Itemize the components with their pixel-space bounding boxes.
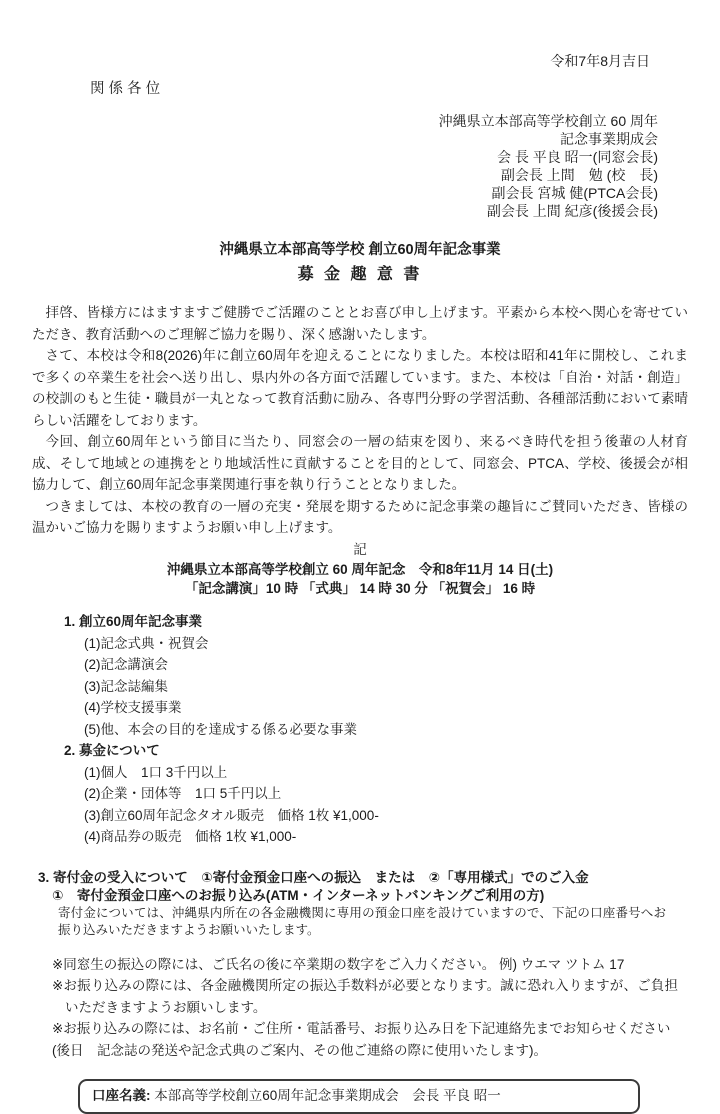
section-1-item: (2)記念講演会 — [84, 657, 168, 672]
sender-org-line1: 沖縄県立本部高等学校創立 60 周年 — [438, 113, 658, 129]
document-title-project: 沖縄県立本部高等学校 創立60周年記念事業 — [219, 242, 501, 258]
sender-org-line2: 記念事業期成会 — [560, 131, 658, 147]
section-1-item: (5)他、本会の目的を達成する係る必要な事業 — [84, 721, 357, 737]
sender-officer-vice2: 副会長 宮城 健(PTCA会長) — [491, 185, 658, 201]
section-2-donations — [32, 740, 688, 848]
section-1-item: (4)学校支援事業 — [84, 700, 182, 715]
event-schedule-line: 「記念講演」10 時 「式典」 14 時 30 分 「祝賀会」 16 時 — [184, 581, 536, 596]
note-transfer-fee: ※お振り込みの際には、各金融機関所定の振込手数料が必要となります。誠に恐れ入りますが、ご負担いただきますようお願いします。 — [52, 978, 678, 1015]
note-alumni-class-number: ※同窓生の振込の際には、ご氏名の後に卒業期の数字をご入力ください。 例) ウエマ ツトム 17 — [52, 956, 625, 972]
addressee: 関 係 各 位 — [90, 81, 161, 97]
paragraph-greeting: 拝啓、皆様方にはますますご健勝でご活躍のこととお喜び申し上げます。平素から本校へ関心を寄せていただき、教育活動へのご理解ご協力を賜り、深く感謝いたします。 — [32, 305, 688, 342]
notes-block — [52, 954, 678, 1062]
section-1-commemorative-projects — [32, 611, 688, 740]
section-1-heading: 1. 創立60周年記念事業 — [64, 614, 203, 629]
section-3-subheading: ① 寄付金預金口座へのお振り込み(ATM・インターネットバンキングご利用の方) — [52, 887, 545, 903]
note-contact-info-continuation: (後日 記念誌の発送や記念式典のご案内、その他ご連絡の際に使用いたします)。 — [52, 1042, 547, 1058]
account-name-box — [78, 1079, 640, 1114]
section-3-payment — [32, 868, 688, 940]
record-marker: 記 — [353, 541, 367, 557]
section-3-heading: 3. 寄付金の受入について ①寄付金預金口座への振込 または ②「専用様式」でのご入金 — [38, 869, 589, 885]
note-contact-info: ※お振り込みの際には、お名前・ご住所・電話番号、お振り込み日を下記連絡先までお知らせください — [52, 1021, 671, 1036]
body-text — [32, 302, 688, 539]
section-1-item: (1)記念式典・祝賀会 — [84, 635, 209, 651]
section-1-item: (3)記念誌編集 — [84, 678, 168, 694]
section-2-item: (1)個人 1口 3千円以上 — [84, 764, 228, 780]
spacer — [32, 848, 688, 868]
section-3-description: 寄付金については、沖縄県内所在の各金融機関に専用の預金口座を設けていますので、下記の口座番号へお振り込みいただきますようお願いいたします。 — [58, 905, 666, 937]
paragraph-purpose: 今回、創立60周年という節目に当たり、同窓会の一層の結束を図り、来るべき時代を担う後輩の人材育成、そして地域との連携をとり地域活性に貢献することを目的として、同窓会、PTCA、学校、後援会が相協力して、創立60周年記念事業関連行事を執り行うこととなりました。 — [32, 434, 688, 492]
section-2-item: (3)創立60周年記念タオル販売 価格 1枚 ¥1,000- — [84, 807, 379, 823]
section-2-heading: 2. 募金について — [64, 743, 160, 758]
sender-officer-chairman: 会 長 平良 昭一(同窓会長) — [497, 149, 658, 165]
paragraph-request: つきましては、本校の教育の一層の充実・発展を期するために記念事業の趣旨にご賛同いただき、皆様の温かいご協力を賜りますようお願い申し上げます。 — [32, 498, 688, 535]
event-date-line: 沖縄県立本部高等学校創立 60 周年記念 令和8年11月 14 日(土) — [166, 562, 554, 577]
sender-officer-vice3: 副会長 上間 紀彦(後援会長) — [486, 203, 658, 219]
paragraph-school-history: さて、本校は令和8(2026)年に創立60周年を迎えることになりました。本校は昭和41年に開校し、これまで多くの卒業生を社会へ送り出し、県内外の各方面で活躍しています。また、本校は「自治・対話・創造」の校訓のもと生徒・職員が一丸となって教育活動に励み、各専門分野の学習活動、各種部活動において素晴らしい活躍をしております。 — [32, 348, 688, 428]
section-2-item: (2)企業・団体等 1口 5千円以上 — [84, 786, 282, 801]
document-title-main: 募 金 趣 意 書 — [297, 266, 423, 283]
account-name-label: 口座名義: — [92, 1088, 151, 1103]
account-name-value: 本部高等学校創立60周年記念事業期成会 会長 平良 昭一 — [154, 1088, 501, 1103]
document-date: 令和7年8月吉日 — [550, 53, 650, 69]
section-2-item: (4)商品券の販売 価格 1枚 ¥1,000- — [84, 829, 297, 844]
sender-officer-vice1: 副会長 上間 勉 (校 長) — [500, 167, 658, 183]
sender-block — [32, 112, 688, 220]
